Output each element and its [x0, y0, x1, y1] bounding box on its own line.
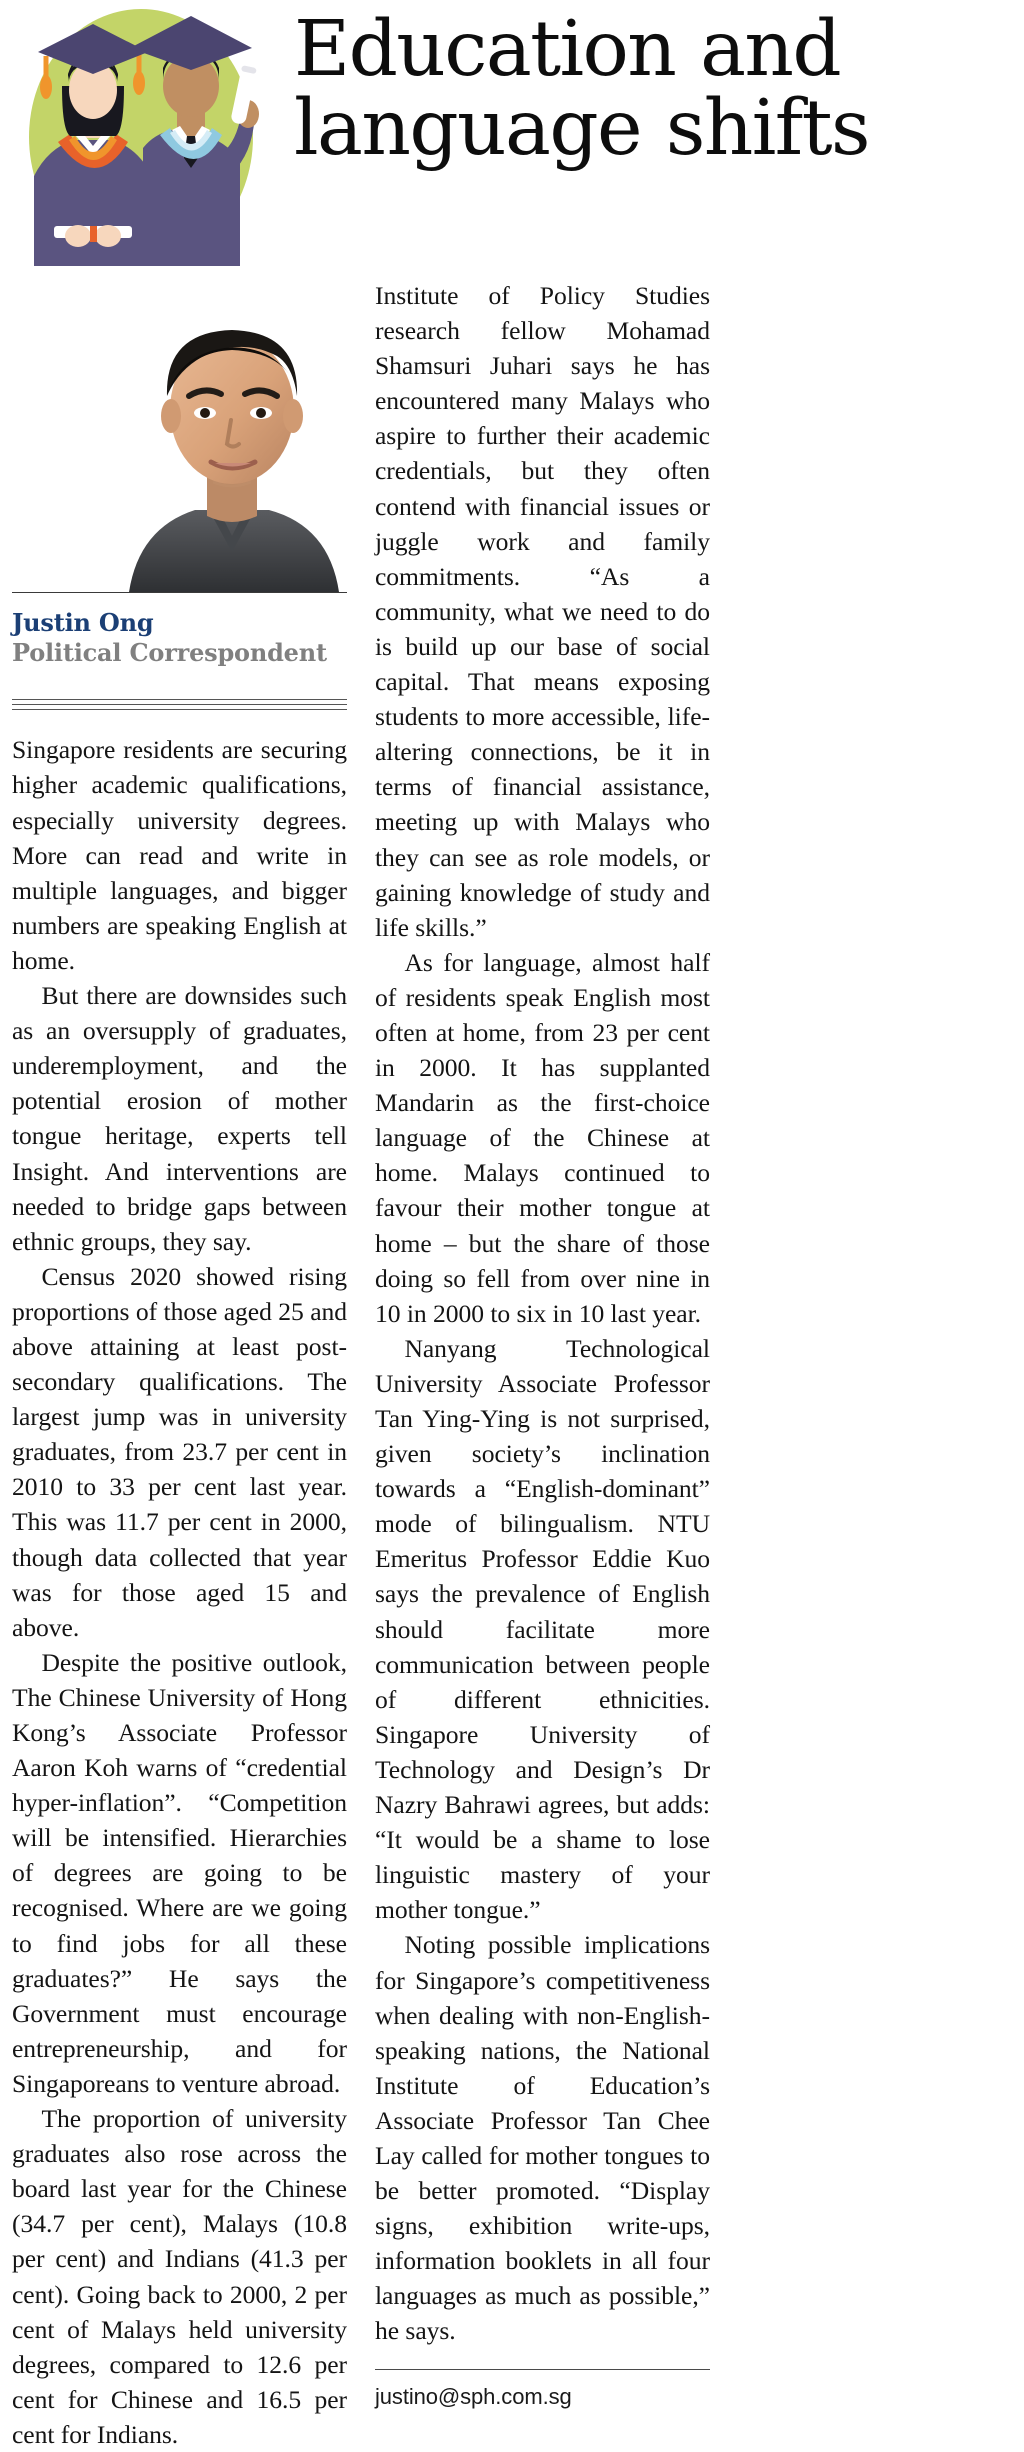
article-paragraph: Noting possible implications for Singapore’s competitiveness when dealing with non-English-speaking nations, the National Institute of Education’s Associate Professor Tan Chee Lay called for mother tongues to be better promoted. “Display signs, exhibition write-ups, information booklets in all four languages as much as possible,” he says.: [375, 1930, 710, 2346]
article-columns: [0, 270, 1024, 2449]
byline-author-name: Justin Ong: [12, 608, 154, 637]
article-paragraph: Census 2020 showed rising proportions of those aged 25 and above attaining at least post-secondary qualifications. The largest jump was in university graduates, from 23.7 per cent in 2010 to 33 per cent last year. This was 11.7 per cent in 2000, though data collected that year was for those aged 15 and above.: [12, 1261, 347, 1642]
headline-block: [270, 5, 1010, 174]
byline-top-rule: [12, 592, 347, 593]
email-divider: [375, 2369, 710, 2370]
headline-line-1: Education and: [294, 5, 841, 94]
article-paragraph: Institute of Policy Studies research fellow Mohamad Shamsuri Juhari says he has encountered many Malays who aspire to further their academic credentials, but they often contend with financial issues or juggle work and family commitments. “As a community, what we need to do is build up our base of social capital. That means exposing students to more accessible, life-altering connections, be it in terms of financial assistance, meeting up with Malays who they can see as role models, or gaining knowledge of study and life skills.”: [375, 281, 710, 942]
author-email[interactable]: justino@sph.com.sg: [375, 2383, 572, 2409]
article-paragraph: The proportion of university graduates also rose across the board last year for the Chinese (34.7 per cent), Malays (10.8 per cent) and Indians (41.3 per cent). Going back to 2000, 2 per cent of Malays held university degrees, compared to 12.6 per cent for Chinese and 16.5 per cent for Indians.: [12, 2104, 347, 2449]
article-paragraph: Nanyang Technological University Associate Professor Tan Ying-Ying is not surprised, given society’s inclination towards a “English-dominant” mode of bilingualism. NTU Emeritus Professor Eddie Kuo says the prevalence of English should facilitate more communication between people of different ethnicities. Singapore University of Technology and Design’s Dr Nazry Bahrawi agrees, but adds: “It would be a shame to lose linguistic mastery of your mother tongue.”: [375, 1333, 710, 1925]
article-paragraph: Despite the positive outlook, The Chinese University of Hong Kong’s Associate Professor Aaron Koh warns of “credential hyper-inflation”. “Competition will be intensified. Hierarchies of degrees are going to be recognised. Where are we going to find jobs for all these graduates?” He says the Government must encourage entrepreneurship, and for Singaporeans to venture abroad.: [12, 1647, 347, 2098]
byline-bottom-rule: [12, 699, 347, 710]
article-masthead: [0, 0, 1024, 270]
headline-line-2: language shifts: [294, 84, 869, 174]
left-column: [12, 270, 347, 2449]
page-title: [294, 5, 1010, 174]
two-graduates-illustration: [12, 8, 270, 266]
right-column: [375, 270, 710, 2409]
byline-author-role: Political Correspondent: [12, 637, 327, 667]
article-paragraph: Singapore residents are securing higher academic qualifications, especially university degrees. More can read and write in multiple languages, and bigger numbers are speaking English at home.: [12, 735, 347, 975]
article-paragraph: But there are downsides such as an oversupply of graduates, underemployment, and the potential erosion of mother tongue heritage, experts tell Insight. And interventions are needed to bridge gaps between ethnic groups, they say.: [12, 981, 347, 1256]
avatar: [12, 270, 347, 592]
article-paragraph: As for language, almost half of residents speak English most often at home, from 23 per cent in 2000. It has supplanted Mandarin as the first-choice language of the Chinese at home. Malays continued to favour their mother tongue at home – but the share of those doing so fell from over nine in 10 in 2000 to six in 10 last year.: [375, 947, 710, 1328]
